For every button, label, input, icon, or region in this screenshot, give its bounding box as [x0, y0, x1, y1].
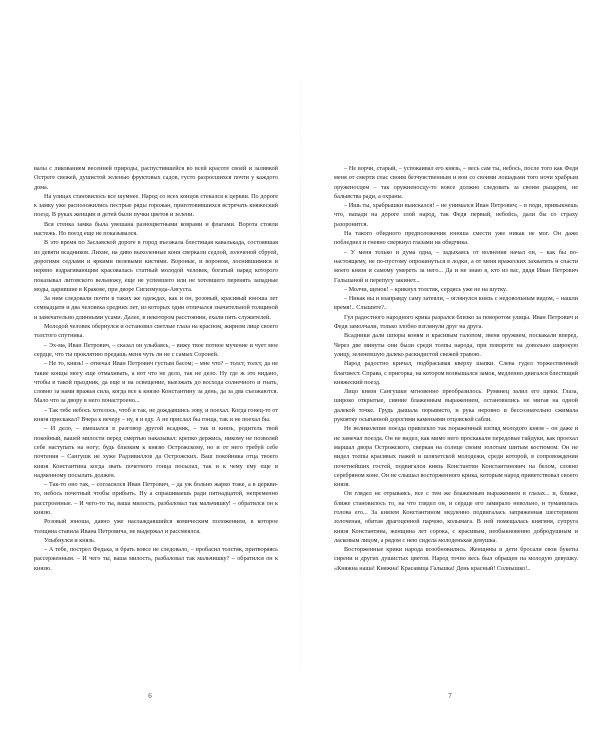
paragraph: Не великолепие поезда привлекло так пораженный взгляд молодого князя – он даже и не замечал поезда. Он не видел, как мимо него проскакали передовые гайдуки, как проехал маршал двора Острожского, сверкая на солнце своим золотым шитым костюмом. Он не видел толпы красивых пажей и шляхетской молодежи, среди которой, в сопровождении почетнейших гостей, подвигался князь Константин Константинович на белом, словно серебряном коне. Он не слышал восторженного крика, которым народ приветствовал своего князя.	[334, 425, 578, 489]
paragraph: Вся стенка замка была увешана разноцветными коврами и флагами. Ворота стояли настежь. Но поезд еще не показывался.	[34, 220, 278, 238]
paragraph: Розовый юноша, давно уже наслаждавшийся комическим положением, в которое толщина ставила Ивана Петровича, не выдержал и рассмеялся.	[34, 518, 278, 535]
paragraph: Молодой человек обернулся и остановил светлые глаза на красном, жирном лице своего толстого спутника.	[34, 323, 278, 340]
paragraph: На такого обидного предположения юноша смести уже никак не мог. Он даже побледнел и гневно сверкнул глазами на обидчика.	[334, 230, 578, 247]
paragraph: – Молчи, щенок! – крикнул толстяк, сердясь уже не на шутку.	[344, 285, 507, 293]
paragraph: Народ радостно кричал, подбрасывая кверху шапки. Слева гудел торжественный благовест. Справа, с пригорка, на котором возвышался замок, медленно двигался блестящий княжеский поезд.	[334, 360, 578, 386]
paragraph: Он глядел не отрываясь, все с тем же блаженным выражением в глазах... и, ближе, ближе становилось то, на что глядел он, и сердце его замирало невольно, и туманилась голова его... За князем Константином медленно подвигалась запряженная шестериком золоченая, обитая драгоценной парчою, колымага. В ней помещалась княгиня, супруга князя Константина, женщина лет сорока, с красивым, необыкновенно добродушным и ласковым лицом, а рядом с нею сидела молоденькая девушка.	[334, 490, 578, 544]
right-page	[300, 0, 600, 750]
paragraph: – А тебе, пострел Федька, и брать вовсе не следовало, – пробасил толстяк, притворяясь рассерженным. – И чего ты, ваша милость, разбаловал так мальчишку? – обратился он к князю.	[34, 546, 278, 572]
paragraph: – Эх-ма, Иван Петрович, – сказал он улыбаясь, – вижу твое потное мучение и чует мое сердце, что ты проклятию предашь меня чуть ли не с самых Сороней.	[34, 341, 278, 358]
paragraph: – Не ворчи, старый, – успокаивал его князь, – весь сам ты, небось, после того как Федя меня от смерти спас своим безчувственным и вон со своими лошадьми того ночи храбрым оруженосцем – так оружиеносцу-то вовсе должно следовать за своим рыцарем, не балывства ради, а охраны.	[334, 165, 578, 200]
paragraph: – У меня только и дума одна, – задыхаясь от волнения начал он, – как бы по-настоящему, не по-пустому опрокинуться в лодки, а от меня вражеских захватить и спасти моего князя и самому умереть за него... Да и не знаю я, кто из вас, дядя Иван Петрович Гальшаной и перепугу закинет...	[334, 248, 578, 284]
page-number: 7	[448, 692, 452, 700]
left-text-block	[34, 164, 278, 573]
paragraph: – Так-то оно так, – согласился Иван Петрович, – да уж больно жарко тоже, а в церкви-то, небось почетный чтобы прибыть. Ну а спрашиваешь ради пятнадцатой, непременно расстроенные. – И чего-то ты, ваша милость, разбаловал так мальчишку! – обратился он к князю.	[34, 481, 278, 516]
paragraph: На улицах становилось все шумнее. Народ со всех концов стекался к церкви. По дороге к замку уже расположились пестрые ряды горожан, приготовившихся встречать княжеский поезд. В руках женщин и детей были пучки цветов и зелени.	[34, 192, 278, 219]
paragraph: – Так тебе небось хотелось, чтоб и так, не дождавшись зову, и поехал. Когда гонец-то от князя прискакал? Вчера к вечеру – ну, я и еду. А не прислал бы гонца, так и не поехал бы.	[34, 406, 278, 424]
paragraph: Лицо князя Сангушки мгновенно преобразилось. Румянец залил его щеки. Глаза, широко открытые, сияние блаженным выражением, остановились не мигая на одной далекой точке. Грудь дышала порывисто, и рука неровно и бессознательно сжимала рукоятку осыпанной дорогими каменьями отцовской сабли.	[334, 388, 578, 424]
paragraph: Гул радостного народного крика разрался близко за поворотом улицы. Иван Петрович и Федя замолчали, только злобно взглянули друг на друга.	[334, 313, 578, 331]
paragraph: В это время по Заславской дороге в город въезжала блестящая кавалькада, состоявшая из девяти всадников. Лихие, на диво выхоленные кони сверкали седлой, золоченой сбруей, дорогими седлами и яркими пелевыми кистями. Вороные, и вороном, лоснившимися и нервно вздрагивающим красовалась статный молодой человек, богатый наряд которого показывал литовского вельможу, еще не успевшего или не хотевшего перенять западные моды, царившие в Кракове, при дворе Сигизмунда-Августа.	[34, 239, 278, 293]
page-number: 6	[148, 692, 152, 700]
paragraph: – Ишь ты, храбрышки выискался! – не унимался Иван Петрович; – в поди, привыкнешь что, напади на дороге злой народ, так Федя первый, небойсь, дали бы со страху разоронится.	[334, 202, 578, 228]
paragraph: – Не то, князь! – отвечал Иван Петрович густым басом; – мне что? – толст, толст, да не такие концы могу еще отмахивать, а вот что не дело, так не дело. Ну где ж это видано, чтобы в такой праздник, да еще и на освещение, выезжать до восхода солнечного и гнать, словно за нами вражья сила, когда все к князю Константину за день, да за два съезжаются. Мало что за двору в него понастроено...	[34, 360, 278, 405]
paragraph: валы с ликованием весенней природы, распустившейся во всей красоте своей и заливкой Остреге свежей, душистой зеленью фруктовых садов, густо разросшихся почти у каждого дома.	[34, 165, 278, 191]
paragraph: Восторженные крики народа возобновились. Женщины и дети бросали свои букеты сирени и других душистых цветов. Народ точно весь был обращен на молодую девушку. «Княжна наша! Княжна! Красавица Гальшка! День красный! Солнышко!..	[334, 546, 578, 572]
paragraph: – И дело, – вмешался в разговор другой всадник, – так и князь, родитель твой покойный, вашей милости перед смертью наказывал: крепко держись, никому не позволяй себе наступать на ногу; будь близким к князю Острожскому, но и от него требуй себе почтения – Сангушк не хуже Радзивиллов да Острожских. Ваш покойника отца твоего князя Константина когда звать почетного гонца посылал, так и к чему ему еще и надменному посылать должен.	[34, 425, 278, 479]
paragraph: Улыбнулся и князь.	[44, 536, 96, 544]
paragraph: За ним следовали почти в таких же одеждах, как и он, розовый, красивый юноша лет семнадцати и два человека средних лет, из которых один отличался значительной толщиной и замечательно длинными усами. Далее, в некотором расстоянии, ехали пять служителей.	[34, 295, 278, 321]
paragraph: Всадники дали шпоры коням и красивым галопом, звеня оружием, поскакали вперед. Через две минуты они были среди толпы народа, при повороте на довольно широкую улицу, зеленевшую далеко раскидистой свежей травою.	[334, 332, 578, 358]
paragraph: – Никак вы и взаправду саму затеяли, – оглянулся князь с недовольным видом, – нашли время!.. Слышите?..	[334, 295, 578, 312]
right-text-block	[334, 164, 578, 573]
